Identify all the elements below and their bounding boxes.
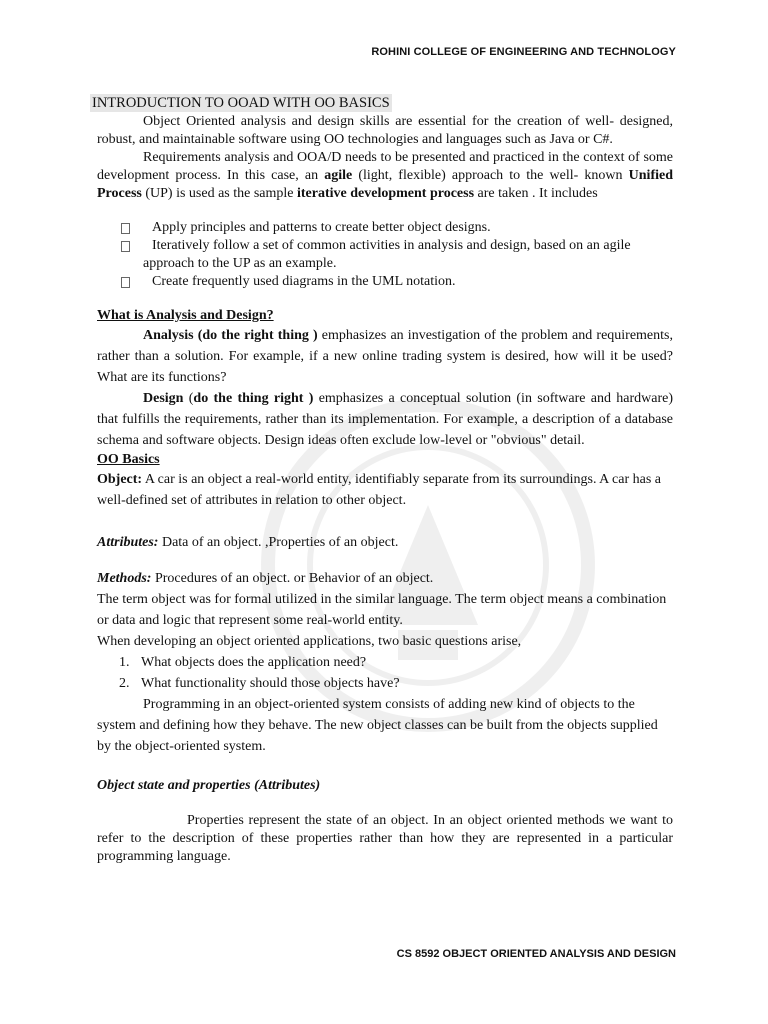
questions-list xyxy=(97,652,673,694)
list-item: 1. What objects does the application need? xyxy=(119,655,367,670)
checkbox-bullet-icon xyxy=(121,277,130,288)
list-item: Apply principles and patterns to create better object designs. xyxy=(97,219,673,237)
checkbox-bullet-icon xyxy=(121,223,130,234)
oo-basics-heading: OO Basics xyxy=(97,452,160,467)
state-heading: Object state and properties (Attributes) xyxy=(97,778,321,793)
analysis-paragraph: Analysis (do the right thing ) emphasizes an investigation of the problem and requirements, rather than a solution. For example, if a new online trading system is desired, how will it be used? What are its functions? xyxy=(97,328,673,385)
intro-paragraph-2: Requirements analysis and OOA/D needs to be presented and practiced in the context of some development process. In this case, an agile (light, flexible) approach to the well- known Unified Process (UP) is used as the sample iterative development process are taken . It includes xyxy=(97,150,673,201)
programming-paragraph: Programming in an object-oriented system consists of adding new kind of objects to the system and defining how they behave. The new object classes can be built from the objects supplied by the object-oriented system. xyxy=(97,697,658,754)
checkbox-bullet-icon xyxy=(121,241,130,252)
page-title: INTRODUCTION TO OOAD WITH OO BASICS xyxy=(92,95,390,111)
bullet-list xyxy=(97,219,673,291)
intro-paragraph-1: Object Oriented analysis and design skills are essential for the creation of well- designed, robust, and maintainable software using OO technologies and languages such as Java or C#. xyxy=(97,114,673,147)
list-item: Iteratively follow a set of common activities in analysis and design, based on an agile approach to the UP as an example. xyxy=(97,237,673,273)
properties-paragraph: Properties represent the state of an object. In an object oriented methods we want to refer to the description of these properties rather than how they are represented in a particular programming language. xyxy=(97,813,673,864)
page-header: ROHINI COLLEGE OF ENGINEERING AND TECHNOLOGY xyxy=(371,46,676,58)
page-footer: CS 8592 OBJECT ORIENTED ANALYSIS AND DESIGN xyxy=(396,948,676,960)
list-item: Create frequently used diagrams in the UML notation. xyxy=(97,273,673,291)
analysis-heading: What is Analysis and Design? xyxy=(97,308,274,323)
when-paragraph: When developing an object oriented applications, two basic questions arise, xyxy=(97,634,522,649)
object-paragraph: Object: A car is an object a real-world entity, identifiably separate from its surroundings. A car has a well-defined set of attributes in relation to other object. xyxy=(97,472,661,508)
attributes-paragraph: Attributes: Data of an object. ,Properties of an object. xyxy=(97,535,399,550)
design-paragraph: Design (do the thing right ) emphasizes a conceptual solution (in software and hardware) that fulfills the requirements, rather than its implementation. For example, a description of a database schema and software objects. Design ideas often exclude low-level or "obvious" detail. xyxy=(97,391,673,448)
list-item: 2. What functionality should those objects have? xyxy=(119,676,400,691)
methods-paragraph: Methods: Procedures of an object. or Behavior of an object. xyxy=(97,571,434,586)
term-paragraph: The term object was for formal utilized in the similar language. The term object means a combination or data and logic that represent some real-world entity. xyxy=(97,592,667,628)
